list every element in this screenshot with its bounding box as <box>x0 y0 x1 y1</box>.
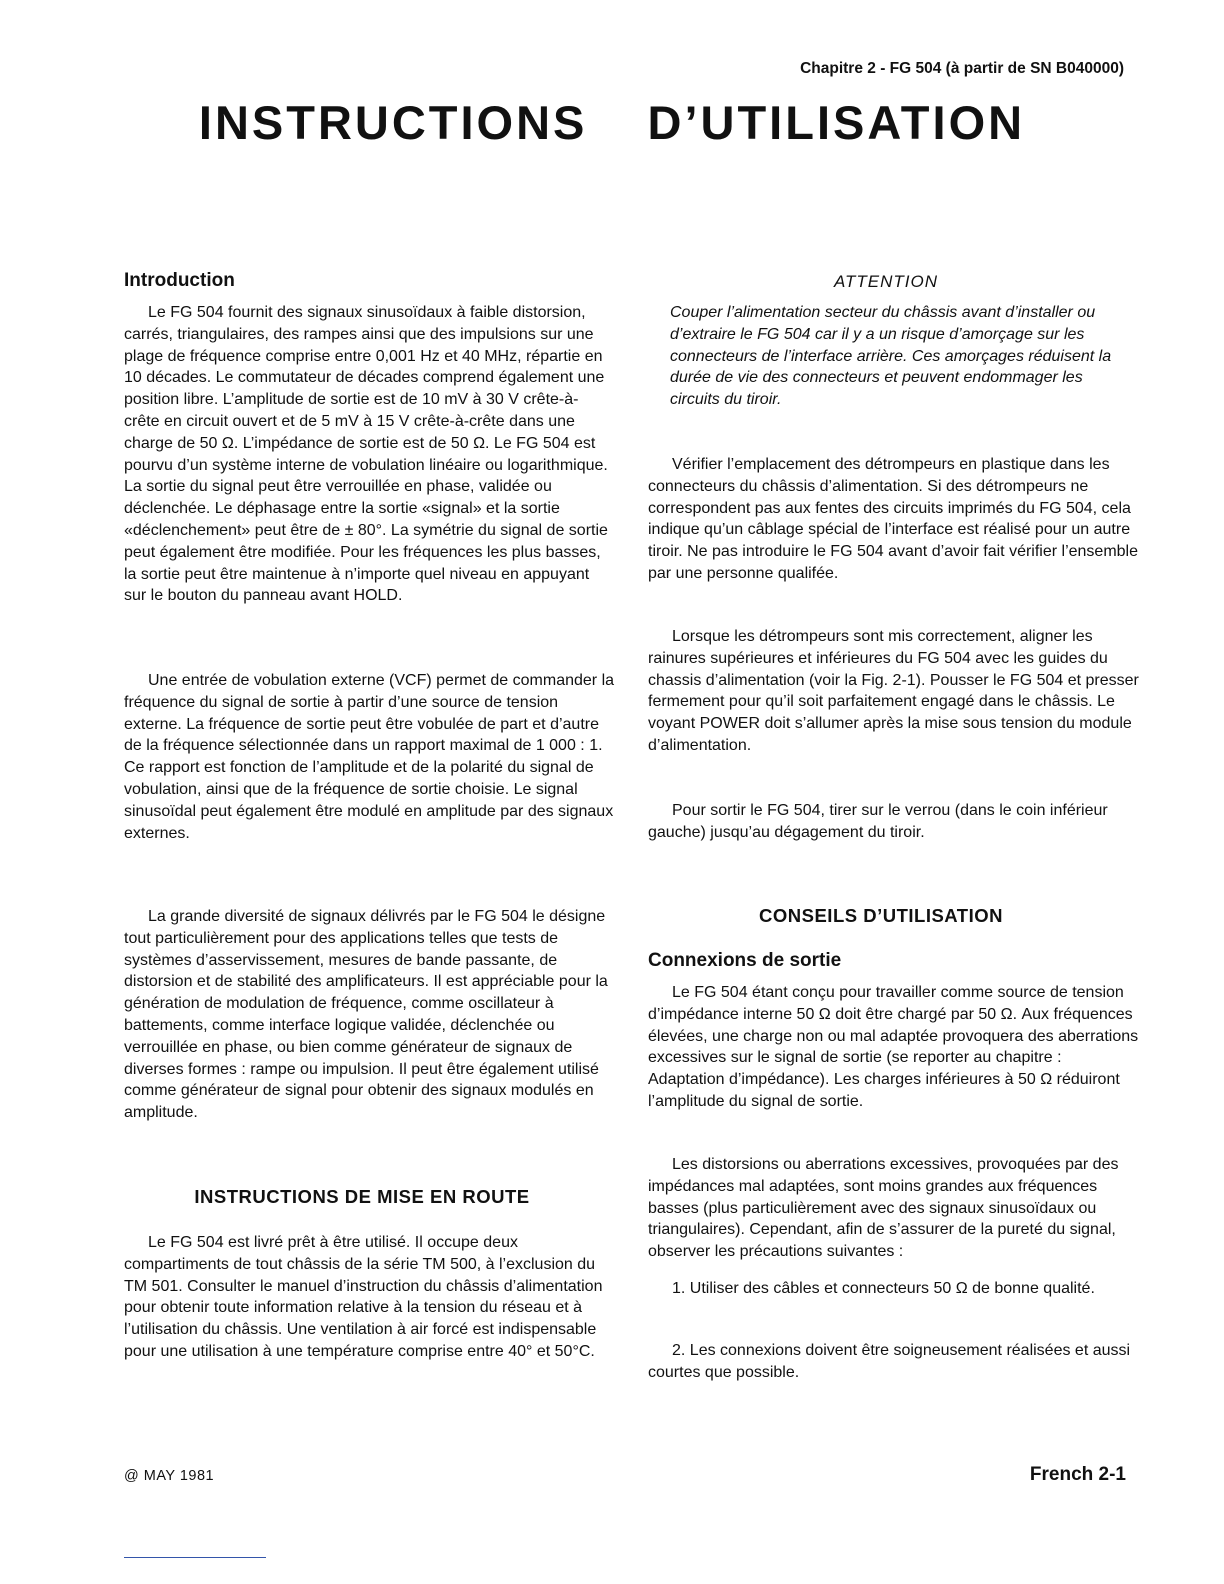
chapter-header: Chapitre 2 - FG 504 (à partir de SN B040000) <box>800 60 1124 77</box>
footer-date: @ MAY 1981 <box>124 1468 215 1484</box>
startup-paragraph: Le FG 504 est livré prêt à être utilisé. Il occupe deux compartiments de tout châssis de la série TM 500, à l’exclusion du TM 501. Consulter le manuel d’instruction du châssis d’alimentation pour obtenir toute information relative à la tension du réseau et à l’utilisation du châssis. Une ventilation à air forcé est indispensable pour une utilisation à une température comprise entre 40° et 50°C. <box>124 1234 603 1360</box>
attention-text: Couper l’alimentation secteur du châssis avant d’installer ou d’extraire le FG 504 car il y a un risque d’amorçage sur les connecteurs de l’interface arrière. Ces amorçages réduisent la durée de vie des connecteurs et peuvent endommager les circuits du tiroir. <box>670 304 1112 409</box>
page-title: INSTRUCTIONS D’UTILISATION <box>198 96 1026 149</box>
list-item-2: 2. Les connexions doivent être soigneusement réalisées et aussi courtes que possible. <box>648 1342 1131 1381</box>
right-paragraph-3: Pour sortir le FG 504, tirer sur le verrou (dans le coin inférieur gauche) jusqu’au dégagement du tiroir. <box>648 802 1108 841</box>
list-item-1: 1. Utiliser des câbles et connecteurs 50 Ω de bonne qualité. <box>672 1280 1095 1297</box>
intro-paragraph-3: La grande diversité de signaux délivrés par le FG 504 le désigne tout particulièrement pour des applications telles que tests de systèmes d’asservissement, mesures de bande passante, de distorsion et de stabilité des amplificateurs. Il est appréciable pour la génération de modulation de fréquence, comme oscillateur à battements, comme interface logique validée, déclenchée ou verrouillée en phase, ou bien comme générateur de signaux de diverses formes : rampe ou impulsion. Il peut être également utilisé comme générateur de signal pour obtenir des signaux modulés en amplitude. <box>124 908 608 1122</box>
right-paragraph-2: Lorsque les détrompeurs sont mis correctement, aligner les rainures supérieures et inférieures du FG 504 avec les guides du chassis d’alimentation (voir la Fig. 2-1). Pousser le FG 504 et presser fermement pour qu’il soit parfaitement engagé dans le châssis. Le voyant POWER doit s’allumer après la mise sous tension du module d’alimentation. <box>648 628 1139 754</box>
attention-heading: ATTENTION <box>833 272 939 291</box>
bottom-rule <box>124 1557 266 1558</box>
right-paragraph-1: Vérifier l’emplacement des détrompeurs en plastique dans les connecteurs du châssis d’alimentation. Si des détrompeurs ne correspondent pas aux fentes des circuits imprimés du FG 504, cela indique qu’un câblage spécial de l’interface est réalisé pour un autre tiroir. Ne pas introduire le FG 504 avant d’avoir fait vérifier l’ensemble par une personne qualifée. <box>648 456 1138 582</box>
footer-page-number: French 2-1 <box>1029 1464 1126 1485</box>
startup-heading: INSTRUCTIONS DE MISE EN ROUTE <box>194 1186 530 1207</box>
intro-paragraph-2: Une entrée de vobulation externe (VCF) permet de commander la fréquence du signal de sortie à partir d’une source de tension externe. La fréquence de sortie peut être vobulée de part et d’autre de la fréquence sélectionnée dans un rapport maximal de 1 000 : 1. Ce rapport est fonction de l’amplitude et de la polarité du signal de vobulation, ainsi que de la fréquence de sortie choisie. Le signal sinusoïdal peut également être modulé en amplitude par des signaux externes. <box>124 672 615 842</box>
advice-heading: CONSEILS D’UTILISATION <box>759 905 1003 926</box>
output-paragraph-2: Les distorsions ou aberrations excessives, provoquées par des impédances mal adaptées, sont moins grandes aux fréquences basses (plus particulièrement avec des signaux sinusoïdaux ou triangulaires). Cependant, afin de s’assurer de la pureté du signal, observer les précautions suivantes : <box>648 1156 1119 1261</box>
introduction-heading: Introduction <box>124 270 235 291</box>
intro-paragraph-1: Le FG 504 fournit des signaux sinusoïdaux à faible distorsion, carrés, triangulaires, des rampes ainsi que des impulsions sur une plage de fréquence comprise entre 0,001 Hz et 40 MHz, répartie en 10 décades. Le commutateur de décades comprend également une position libre. L’amplitude de sortie est de 10 mV à 30 V crête-à-crête en circuit ouvert et de 5 mV à 15 V crête-à-crête dans une charge de 50 Ω. L’impédance de sortie est de 50 Ω. Le FG 504 est pourvu d’un système interne de vobulation linéaire ou logarithmique. La sortie du signal peut être verrouillée en phase, validée ou déclenchée. Le déphasage entre la sortie «signal» et la sortie «déclenchement» peut être de ± 80°. La symétrie du signal de sortie peut également être modifiée. Pour les fréquences les plus basses, la sortie peut être maintenue à n’importe quel niveau en appuyant sur le bouton du panneau avant HOLD. <box>124 304 608 605</box>
output-paragraph-1: Le FG 504 étant conçu pour travailler comme source de tension d’impédance interne 50 Ω doit être chargé par 50 Ω. Aux fréquences élevées, une charge non ou mal adaptée provoquera des aberrations excessives sur le signal de sortie (se reporter au chapitre : Adaptation d’impédance). Les charges inférieures à 50 Ω réduiront l’amplitude du signal de sortie. <box>648 984 1139 1110</box>
output-connections-heading: Connexions de sortie <box>648 950 842 971</box>
